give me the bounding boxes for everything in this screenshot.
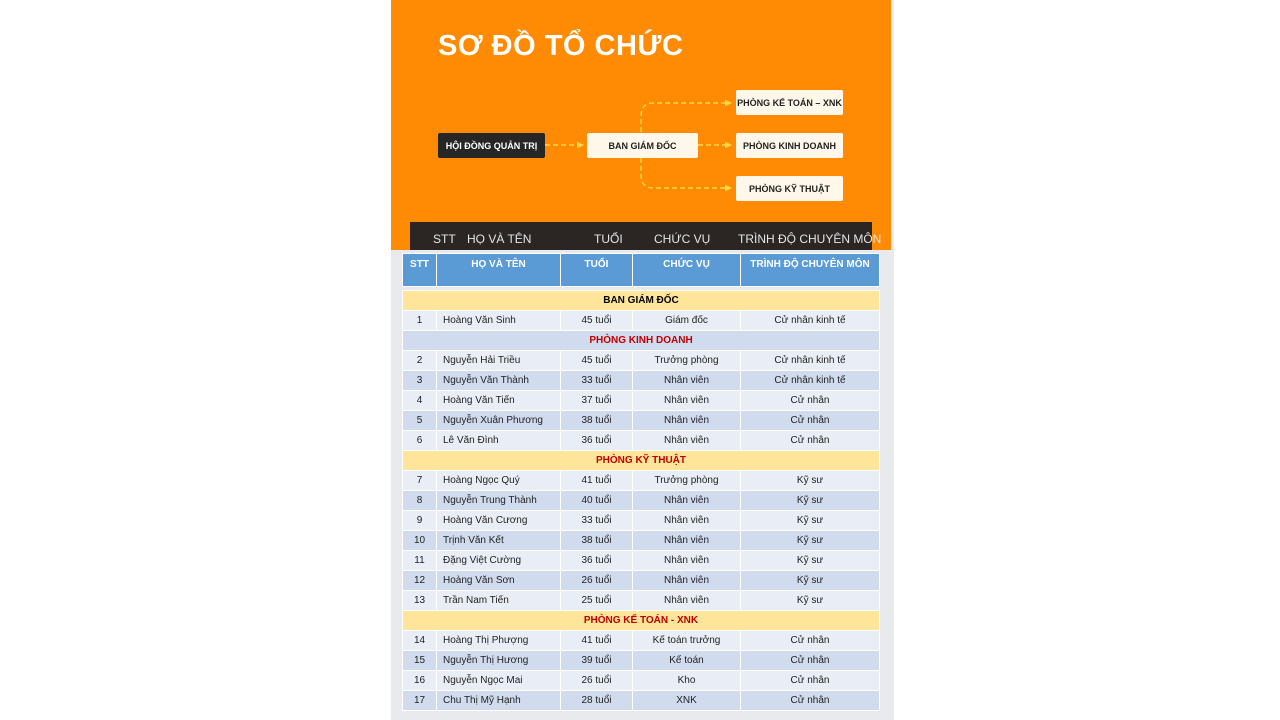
staff-table xyxy=(402,253,880,711)
org-chart-banner xyxy=(391,0,891,250)
table-row: 15 Nguyễn Thị Hương 39 tuổi Kế toán Cử nhân xyxy=(403,651,880,671)
technical-department-box: PHÒNG KỸ THUẬT xyxy=(736,176,843,201)
org-chart-connectors xyxy=(391,0,891,250)
table-row: 16 Nguyễn Ngọc Mai 26 tuổi Kho Cử nhân xyxy=(403,671,880,691)
band-header-stt: STT xyxy=(433,232,456,246)
directors-box: BAN GIÁM ĐỐC xyxy=(587,133,698,158)
org-chart-title: SƠ ĐỒ TỔ CHỨC xyxy=(438,30,684,62)
table-row: 3 Nguyễn Văn Thành 33 tuổi Nhân viên Cử nhân kinh tế xyxy=(403,371,880,391)
table-row: 6 Lê Văn Đình 36 tuổi Nhân viên Cử nhân xyxy=(403,431,880,451)
section-row-technical: PHÒNG KỸ THUẬT xyxy=(403,451,880,471)
table-row: 8 Nguyễn Trung Thành 40 tuổi Nhân viên Kỹ sư xyxy=(403,491,880,511)
header-stt: STT xyxy=(403,254,437,287)
board-box: HỘI ĐỒNG QUẢN TRỊ xyxy=(438,133,545,158)
section-row-accounting: PHÒNG KẾ TOÁN - XNK xyxy=(403,611,880,631)
band-header-qualification: TRÌNH ĐỘ CHUYÊN MÔN xyxy=(738,232,882,246)
table-row: 1 Hoàng Văn Sinh 45 tuổi Giám đốc Cử nhân kinh tế xyxy=(403,311,880,331)
table-row: 10 Trịnh Văn Kết 38 tuổi Nhân viên Kỹ sư xyxy=(403,531,880,551)
table-row: 7 Hoàng Ngọc Quý 41 tuổi Trưởng phòng Kỹ sư xyxy=(403,471,880,491)
table-row: 14 Hoàng Thị Phượng 41 tuổi Kế toán trưởng Cử nhân xyxy=(403,631,880,651)
staff-table-wrapper xyxy=(402,253,879,711)
table-row: 13 Trần Nam Tiến 25 tuổi Nhân viên Kỹ sư xyxy=(403,591,880,611)
arrow-directors-to-accounting xyxy=(641,103,727,132)
table-row: 2 Nguyễn Hải Triều 45 tuổi Trưởng phòng Cử nhân kinh tế xyxy=(403,351,880,371)
table-row: 12 Hoàng Văn Sơn 26 tuổi Nhân viên Kỹ sư xyxy=(403,571,880,591)
header-qualification: TRÌNH ĐỘ CHUYÊN MÔN xyxy=(741,254,880,287)
section-row-directors: BAN GIÁM ĐỐC xyxy=(403,291,880,311)
arrow-directors-to-technical xyxy=(641,158,727,188)
table-row: 11 Đặng Việt Cường 36 tuổi Nhân viên Kỹ sư xyxy=(403,551,880,571)
accounting-department-box: PHÒNG KẾ TOÁN – XNK xyxy=(736,90,843,115)
document-page xyxy=(391,0,894,720)
band-header-name: HỌ VÀ TÊN xyxy=(467,232,532,246)
header-age: TUỔI xyxy=(561,254,633,287)
cropped-header-band xyxy=(410,222,882,250)
header-position: CHỨC VỤ xyxy=(633,254,741,287)
band-header-age: TUỔI xyxy=(594,232,623,246)
sales-department-box: PHÒNG KINH DOANH xyxy=(736,133,843,158)
table-row: 4 Hoàng Văn Tiến 37 tuổi Nhân viên Cử nhân xyxy=(403,391,880,411)
header-name: HỌ VÀ TÊN xyxy=(437,254,561,287)
table-row: 9 Hoàng Văn Cương 33 tuổi Nhân viên Kỹ sư xyxy=(403,511,880,531)
table-row: 5 Nguyễn Xuân Phương 38 tuổi Nhân viên Cử nhân xyxy=(403,411,880,431)
table-row: 17 Chu Thị Mỹ Hạnh 28 tuổi XNK Cử nhân xyxy=(403,691,880,711)
section-row-sales: PHÒNG KINH DOANH xyxy=(403,331,880,351)
band-header-position: CHỨC VỤ xyxy=(654,232,711,246)
table-header-row xyxy=(403,254,880,287)
